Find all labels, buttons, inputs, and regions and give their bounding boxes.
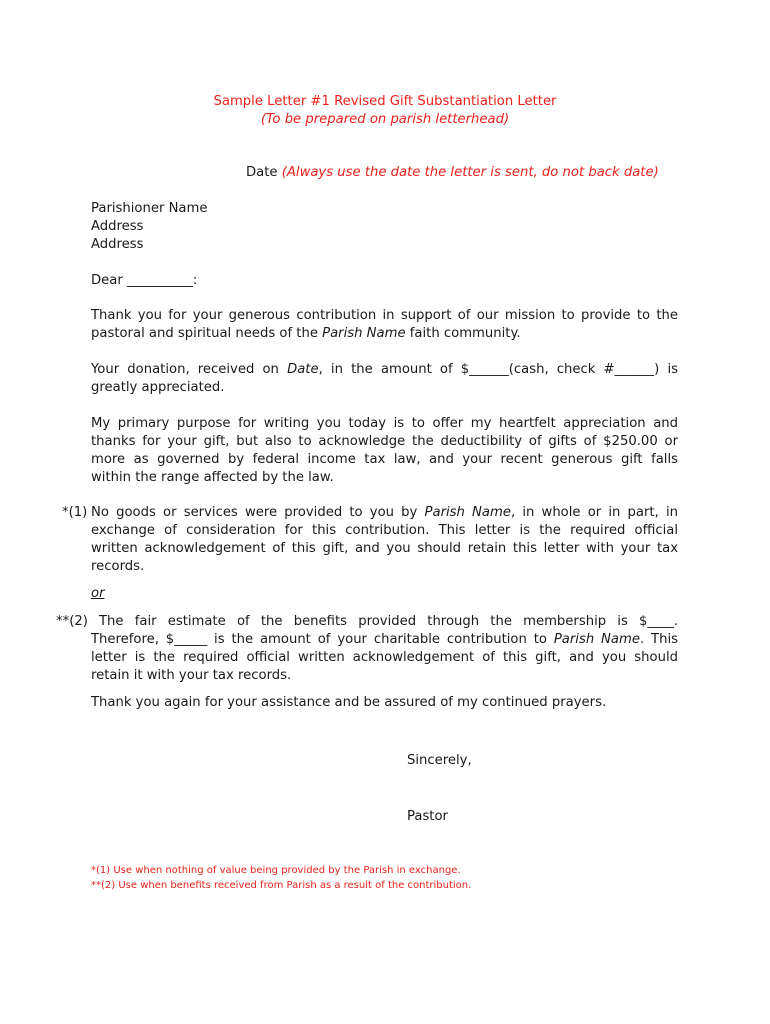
paragraph-thanks (91, 307, 678, 343)
footnote-1: *(1) Use when nothing of value being provided by the Parish in exchange. (91, 865, 461, 876)
recipient-address-1: Address (91, 219, 144, 234)
paragraph-line: Thank you for your generous contribution in support of our mission to provide to the (91, 308, 678, 323)
parish-name-placeholder: Parish Name (424, 505, 511, 520)
paragraph-line: pastoral and spiritual needs of the Parish Name faith community. (91, 326, 521, 341)
paragraph-line: The fair estimate of the benefits provided through the membership is $____. (99, 614, 678, 629)
option-2-first-line (99, 613, 678, 631)
paragraph-purpose (91, 415, 678, 487)
recipient-address-2: Address (91, 237, 144, 252)
letter-title: Sample Letter #1 Revised Gift Substantiation Letter (213, 94, 557, 109)
option-1-marker: *(1) (62, 505, 88, 520)
date-label: Date (246, 165, 278, 180)
date-line (246, 164, 659, 182)
paragraph-line: written acknowledgement of this gift, and you should retain this letter with your tax (91, 541, 678, 556)
paragraph-line: greatly appreciated. (91, 380, 225, 395)
paragraph-donation (91, 361, 678, 397)
signoff: Sincerely, (407, 753, 472, 768)
recipient-name: Parishioner Name (91, 201, 208, 216)
paragraph-line: retain it with your tax records. (91, 668, 292, 683)
option-1-paragraph (91, 504, 678, 576)
or-separator: or (91, 586, 105, 601)
paragraph-line: My primary purpose for writing you today is to offer my heartfelt appreciation and (91, 416, 678, 431)
footnote-2: **(2) Use when benefits received from Parish as a result of the contribution. (91, 880, 472, 891)
paragraph-line: No goods or services were provided to you by Parish Name, in whole or in part, in (91, 505, 678, 520)
salutation: Dear __________: (91, 273, 198, 288)
signature: Pastor (407, 809, 448, 824)
paragraph-line: letter is the required official written acknowledgement of this gift, and you should (91, 650, 678, 665)
paragraph-line: records. (91, 559, 145, 574)
date-note: (Always use the date the letter is sent, do not back date) (281, 165, 659, 180)
paragraph-line: Therefore, $_____ is the amount of your charitable contribution to Parish Name. This (91, 632, 678, 647)
option-2-marker: **(2) (56, 614, 88, 629)
paragraph-line: exchange of consideration for this contribution. This letter is the required official (91, 523, 678, 538)
paragraph-line: Your donation, received on Date, in the amount of $______(cash, check #______) is (91, 362, 678, 377)
paragraph-line: more as governed by federal income tax law, and your recent generous gift falls (91, 452, 678, 467)
letter-subtitle: (To be prepared on parish letterhead) (260, 112, 510, 127)
parish-name-placeholder: Parish Name (322, 326, 406, 341)
paragraph-line: within the range affected by the law. (91, 470, 334, 485)
parish-name-placeholder: Parish Name (553, 632, 640, 647)
date-placeholder: Date (287, 362, 319, 377)
closing-paragraph: Thank you again for your assistance and be assured of my continued prayers. (91, 695, 607, 710)
paragraph-line: thanks for your gift, but also to acknowledge the deductibility of gifts of $250.00 or (91, 434, 678, 449)
option-2-paragraph (91, 631, 678, 685)
